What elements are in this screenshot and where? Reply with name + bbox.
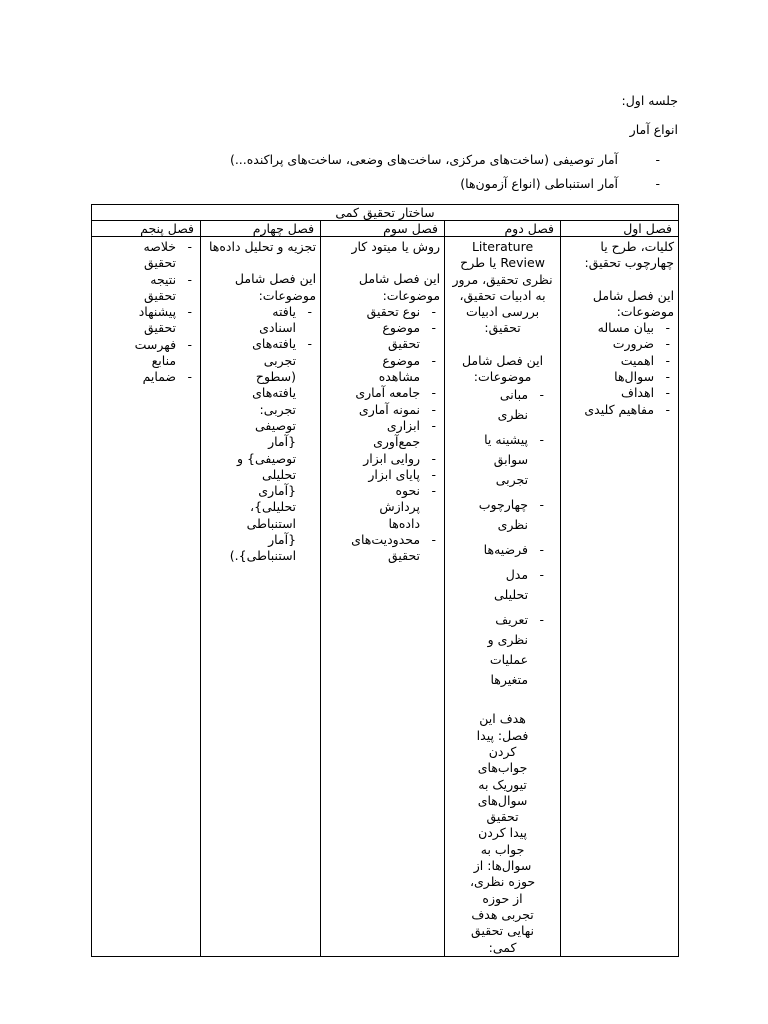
- chapter-3-cell: [321, 237, 445, 957]
- list-item: - تعریف نظری و عملیات متغیرها: [479, 610, 548, 690]
- list-item: - جامعه آماری: [355, 385, 440, 401]
- list-item: - اهمیت: [565, 353, 674, 369]
- section-title: انواع آمار: [629, 122, 678, 137]
- chapter-1-cell: [561, 237, 679, 957]
- chapter-2-cell: [445, 237, 561, 957]
- list-item: - نتیجه تحقیق: [124, 272, 196, 305]
- table-title: ساختار تحقیق کمی: [92, 205, 679, 221]
- list-item: - موضوع مشاهده: [355, 353, 440, 386]
- header-chapter-2: فصل دوم: [445, 221, 561, 237]
- chapter-4-contains: این فصل شامل موضوعات:: [234, 271, 317, 303]
- list-item: - بیان مساله: [565, 320, 674, 336]
- list-item: - پیشینه یا سوابق تجربی: [479, 430, 548, 490]
- list-item: - ضرورت: [565, 336, 674, 352]
- header-chapter-3: فصل سوم: [321, 221, 445, 237]
- header-chapter-1: فصل اول: [561, 221, 679, 237]
- list-item: - فهرست منابع: [124, 337, 196, 370]
- document-page: جلسه اول: انواع آمار - آمار توصیفی (ساخت‌های مرکزی، ساخت‌های وضعی، ساخت‌های پراکنده...) - آمار استنباطی (انواع آزمون‌ها) ساختار تحقیق کمی فصل اول فصل دوم فصل سوم فصل چهارم فصل پنجم کلیات، طرح یا چهارچوب تحقیق: این فصل شامل موضوعات: - بیان مساله - ضرورت - اهمیت - سوال‌ها - اهداف - مفاهیم کلیدی Literature Review یا طرح نظری تحقیق، مرور به ادبیات تحقیق، بررسی ادبیات تحقیق: این فصل شامل موضوعات: - مبانی نظری - پیشینه یا سوابق تجربی - چهارچوب نظری - فرضیه‌ها - مدل تحلیلی - تعریف نظری و عملیات متغیرها هدف این فصل: پیدا کردن جواب‌های تیوریک به سوال‌های تحقیق پیدا کردن جواب به سوال‌ها: از حوزه نظری، از حوزه تجربی هدف نهایی تحقیق کمی: روش یا میتود کار این فصل شامل موضوعات: - نوع تحقیق - موضوع تحقیق - موضوع مشاهده - جامعه آماری - نمونه آماری - ابزاری جمع‌آوری - روایی ابزار - پایای ابزار - نحوه پردازش داده‌ها - محدودیت‌های تحقیق تجزیه و تحلیل داده‌ها این فصل شامل موضوعات: - یافته اسنادی - یافته‌های تجربی (سطوح یافته‌های تجربی: توصیفی {آمار توصیفی} و تحلیلی {آماری تحلیلی}، استنباطی {آمار استنباطی}.) - خلاصه تحقیق - نتیجه تحقیق - پیشنهاد تحقیق - فهرست منابع - ضمایم: [0, 0, 768, 1024]
- list-item: - پایای ابزار: [355, 467, 440, 483]
- list-item: - مدل تحلیلی: [479, 565, 548, 605]
- chapter-5-cell: [92, 237, 201, 957]
- list-item: - مبانی نظری: [479, 385, 548, 425]
- chapter-2-contains: این فصل شامل موضوعات:: [461, 352, 544, 385]
- session-title: جلسه اول:: [621, 93, 678, 108]
- header-chapter-5: فصل پنجم: [92, 221, 201, 237]
- list-item: - محدودیت‌های تحقیق: [355, 532, 440, 565]
- list-item: - نوع تحقیق: [355, 304, 440, 320]
- list-item: - اهداف: [565, 385, 674, 401]
- chapter-2-intro: Literature Review یا طرح نظری تحقیق، مرور به ادبیات تحقیق، بررسی ادبیات تحقیق:: [452, 239, 553, 336]
- list-item: - چهارچوب نظری: [479, 495, 548, 535]
- list-item: - نحوه پردازش داده‌ها: [355, 483, 440, 532]
- list-item: - یافته‌های تجربی (سطوح یافته‌های تجربی: توصیفی {آمار توصیفی} و تحلیلی {آماری تحلیلی}، استنباطی {آمار استنباطی}.): [235, 336, 316, 564]
- chapter-3-contains: این فصل شامل موضوعات:: [358, 271, 441, 303]
- chapter-1-intro: کلیات، طرح یا چهارچوب تحقیق:: [584, 239, 675, 271]
- bullet-dash: -: [655, 176, 660, 191]
- list-item: - ابزاری جمع‌آوری: [355, 418, 440, 451]
- chapter-4-intro: تجزیه و تحلیل داده‌ها: [208, 239, 317, 254]
- research-structure-table: [91, 204, 679, 957]
- chapter-2-final: پیدا کردن جواب به سوال‌ها: از حوزه نظری، از حوزه تجربی هدف نهایی تحقیق کمی:: [469, 825, 536, 955]
- list-item: - موضوع تحقیق: [355, 320, 440, 353]
- chapter-1-contains: این فصل شامل موضوعات:: [592, 287, 675, 319]
- chapter-4-cell: [201, 237, 321, 957]
- header-chapter-4: فصل چهارم: [201, 221, 321, 237]
- chapter-2-goal: هدف این فصل: پیدا کردن جواب‌های تیوریک به سوال‌های تحقیق: [476, 711, 529, 825]
- list-item: - ضمایم: [124, 369, 196, 385]
- list-item: - نمونه آماری: [355, 402, 440, 418]
- list-item: - روایی ابزار: [355, 451, 440, 467]
- list-item: - فرضیه‌ها: [479, 540, 548, 560]
- list-item: - خلاصه تحقیق: [124, 239, 196, 272]
- list-item: - یافته اسنادی: [235, 304, 316, 337]
- list-item: - مفاهیم کلیدی: [565, 402, 674, 418]
- chapter-3-intro: روش یا میتود کار: [351, 239, 441, 254]
- bullet-dash: -: [655, 152, 660, 167]
- list-item: - سوال‌ها: [565, 369, 674, 385]
- list-item: - پیشنهاد تحقیق: [124, 304, 196, 337]
